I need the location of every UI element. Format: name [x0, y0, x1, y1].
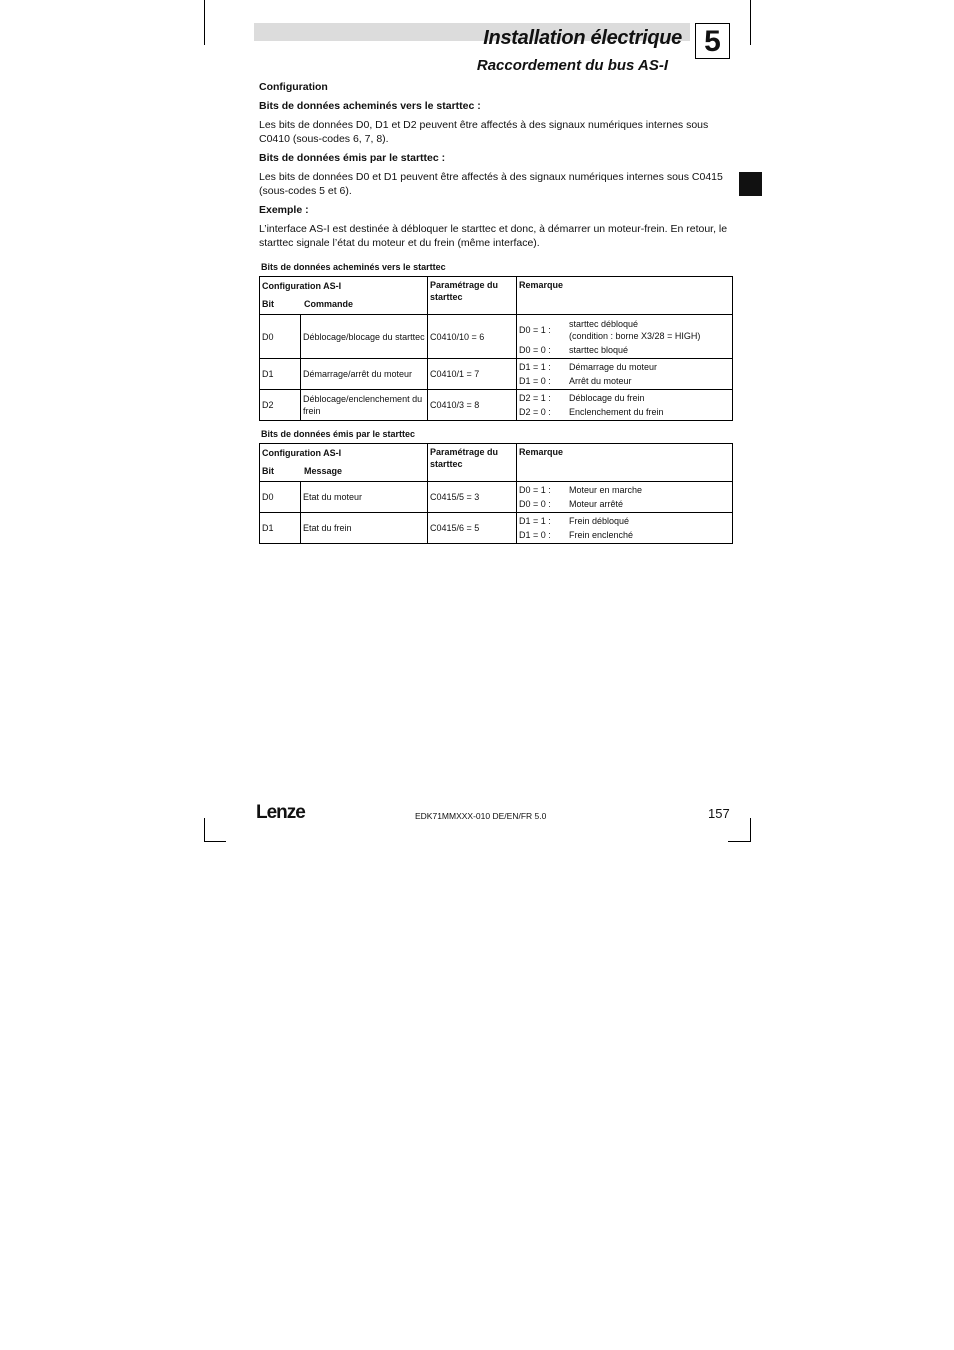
remark-key: D0 = 1 :	[519, 324, 551, 335]
command-cell: Déblocage/blocage du starttec	[301, 315, 428, 359]
crop-mark	[204, 818, 205, 842]
param-cell: C0415/5 = 3	[428, 482, 517, 513]
table2-config-header	[260, 444, 428, 482]
command-cell: Déblocage/enclenchement du frein	[301, 390, 428, 421]
emitted-bits-heading: Bits de données émis par le starttec :	[259, 152, 446, 164]
crop-mark	[204, 841, 226, 842]
remark-value: Moteur arrêté	[569, 499, 624, 509]
remark-value: Frein enclenché	[569, 530, 634, 540]
sent-bits-heading: Bits de données acheminés vers le starttec :	[259, 100, 481, 112]
table-row	[260, 390, 733, 421]
crop-mark	[204, 0, 205, 45]
param-cell: C0410/1 = 7	[428, 359, 517, 390]
table-emitted-bits	[259, 443, 733, 544]
remark-key: D1 = 1 :	[519, 516, 551, 526]
remark-value: Frein débloqué	[569, 516, 630, 526]
table-sent-bits	[259, 276, 733, 421]
table-row	[260, 315, 733, 359]
chapter-tab-marker	[739, 172, 762, 196]
table-row	[260, 359, 733, 390]
param-cell: C0410/10 = 6	[428, 315, 517, 359]
chapter-number: 5	[695, 23, 730, 59]
remark-value: starttec débloqué	[569, 318, 639, 329]
remark-value: Démarrage du moteur	[569, 362, 658, 372]
message-cell: Etat du moteur	[301, 482, 428, 513]
remark-value: Déblocage du frein	[569, 393, 645, 403]
bit-header-label: Bit	[262, 299, 274, 309]
emitted-bits-text: Les bits de données D0 et D1 peuvent être affectés à des signaux numériques internes sous C0415 (sous-codes 5 et 6).	[259, 171, 723, 197]
message-cell: Etat du frein	[301, 513, 428, 544]
config-header-label: Configuration AS-I	[262, 448, 342, 458]
bit-cell: D2	[260, 390, 301, 421]
page-title: Installation électrique	[483, 27, 682, 49]
remark-key: D1 = 0 :	[519, 530, 551, 540]
command-header-label: Commande	[304, 299, 354, 309]
remark-cell	[517, 513, 733, 544]
remark-key: D2 = 1 :	[519, 393, 551, 403]
param-header: Paramétrage du starttec	[428, 444, 517, 482]
remark-cell	[517, 315, 733, 359]
remark-key: D0 = 0 :	[519, 499, 551, 509]
section-heading: Configuration	[259, 81, 328, 93]
remark-value: starttec bloqué	[569, 344, 629, 355]
page-number: 157	[708, 806, 730, 821]
lenze-logo: Lenze	[256, 802, 305, 823]
document-id: EDK71MMXXX-010 DE/EN/FR 5.0	[415, 811, 547, 821]
bit-cell: D0	[260, 315, 301, 359]
page-subtitle: Raccordement du bus AS-I	[476, 57, 668, 74]
example-heading: Exemple :	[259, 204, 309, 216]
table1-config-header	[260, 277, 428, 315]
bit-cell: D1	[260, 513, 301, 544]
remark-value: Enclenchement du frein	[569, 407, 664, 417]
bit-cell: D1	[260, 359, 301, 390]
remark-cell	[517, 359, 733, 390]
command-cell: Démarrage/arrêt du moteur	[301, 359, 428, 390]
sent-bits-text: Les bits de données D0, D1 et D2 peuvent être affectés à des signaux numériques internes sous C0410 (sous-codes 6, 7, 8).	[259, 119, 709, 145]
param-cell: C0410/3 = 8	[428, 390, 517, 421]
remark-value: Moteur en marche	[569, 485, 643, 495]
param-cell: C0415/6 = 5	[428, 513, 517, 544]
remark-key: D2 = 0 :	[519, 407, 551, 417]
table1-caption: Bits de données acheminés vers le starttec	[261, 262, 446, 272]
crop-mark	[750, 0, 751, 45]
example-text: L’interface AS-I est destinée à débloquer le starttec et donc, à démarrer un moteur-frein. En retour, le starttec signale l’état du moteur et du frein (même interface).	[259, 223, 728, 249]
remark-key: D1 = 1 :	[519, 362, 551, 372]
remark-key: D0 = 0 :	[519, 344, 551, 355]
bit-cell: D0	[260, 482, 301, 513]
remark-key: D1 = 0 :	[519, 376, 551, 386]
config-header-label: Configuration AS-I	[262, 281, 342, 291]
remark-note: (condition : borne X3/28 = HIGH)	[569, 330, 701, 341]
remark-value: Arrêt du moteur	[569, 376, 632, 386]
param-header: Paramétrage du starttec	[428, 277, 517, 315]
message-header-label: Message	[304, 466, 343, 476]
crop-mark	[750, 818, 751, 842]
remark-cell	[517, 390, 733, 421]
bit-header-label: Bit	[262, 466, 274, 476]
remark-header: Remarque	[517, 444, 733, 482]
crop-mark	[728, 841, 751, 842]
table-row	[260, 482, 733, 513]
remark-cell	[517, 482, 733, 513]
remark-header: Remarque	[517, 277, 733, 315]
remark-key: D0 = 1 :	[519, 485, 551, 495]
table2-caption: Bits de données émis par le starttec	[261, 429, 416, 439]
table-row	[260, 513, 733, 544]
